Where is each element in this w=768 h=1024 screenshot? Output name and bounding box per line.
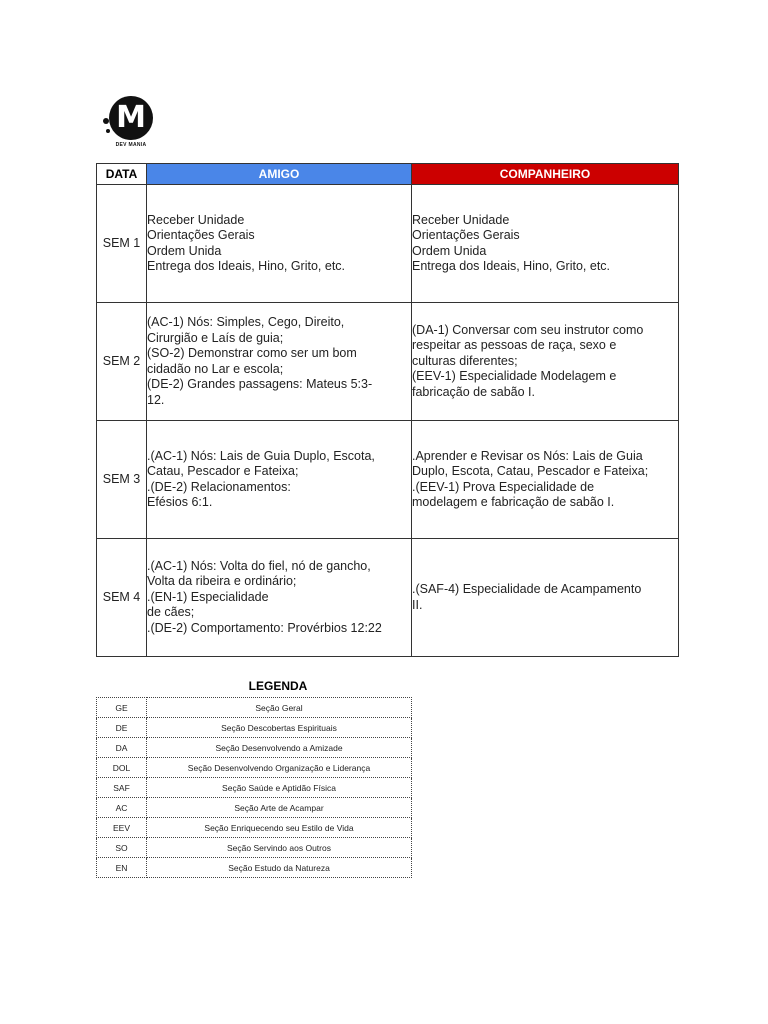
header-companheiro: COMPANHEIRO [412, 164, 679, 185]
activity-line: .(SAF-4) Especialidade de Acampamento [412, 582, 642, 596]
schedule-row [97, 185, 679, 303]
activity-line: Ordem Unida [147, 243, 222, 258]
logo-dot [106, 129, 110, 133]
week-label: SEM 2 [97, 303, 147, 421]
legenda-code: SO [97, 838, 147, 858]
week-label: SEM 4 [97, 539, 147, 657]
legenda-row [97, 818, 412, 838]
schedule-row [97, 539, 679, 657]
activity-line: respeitar as pessoas de raça, sexo e [412, 338, 617, 353]
activity-line: Receber Unidade [147, 212, 245, 227]
companheiro-activities [412, 539, 679, 657]
activity-line: (AC-1) Nós: Simples, Cego, Direito, [147, 315, 345, 329]
schedule-header-row [97, 164, 679, 185]
activity-line: .(DE-2) Comportamento: Provérbios 12:22 [147, 620, 382, 635]
legenda-code: DE [97, 718, 147, 738]
legenda-code: AC [97, 798, 147, 818]
activity-line: (EEV-1) Especialidade Modelagem e [412, 369, 617, 384]
legenda-code: SAF [97, 778, 147, 798]
activity-line: de cães; [147, 605, 195, 620]
legenda-description: Seção Geral [147, 698, 412, 718]
legenda-description: Seção Desenvolvendo Organização e Liderança [147, 758, 412, 778]
legenda-row [97, 778, 412, 798]
amigo-activities [147, 421, 412, 539]
legenda-description: Seção Desenvolvendo a Amizade [147, 738, 412, 758]
legenda-code: EEV [97, 818, 147, 838]
header-data: DATA [97, 164, 147, 185]
activity-line: fabricação de sabão I. [412, 384, 535, 399]
activity-line: Orientações Gerais [412, 228, 520, 242]
legenda-row [97, 718, 412, 738]
week-label: SEM 3 [97, 421, 147, 539]
activity-line: .(AC-1) Nós: Lais de Guia Duplo, Escota, [147, 448, 375, 463]
logo [101, 96, 157, 156]
schedule-row [97, 421, 679, 539]
amigo-activities [147, 303, 412, 421]
legenda-row [97, 798, 412, 818]
activity-line: Entrega dos Ideais, Hino, Grito, etc. [147, 259, 346, 273]
legenda-description: Seção Saúde e Aptidão Física [147, 778, 412, 798]
legenda-row [97, 858, 412, 878]
legenda-description: Seção Descobertas Espirituais [147, 718, 412, 738]
legenda-code: GE [97, 698, 147, 718]
activity-line: (DE-2) Grandes passagens: Mateus 5:3- [147, 377, 373, 391]
logo-mark: M [109, 96, 153, 140]
activity-line: Catau, Pescador e Fateixa; [147, 464, 299, 478]
activity-line: Entrega dos Ideais, Hino, Grito, etc. [412, 259, 611, 273]
activity-line: modelagem e fabricação de sabão I. [412, 495, 615, 509]
activity-line: .(EN-1) Especialidade [147, 589, 269, 604]
legenda-code: DA [97, 738, 147, 758]
legenda-code: DOL [97, 758, 147, 778]
activity-line: .(DE-2) Relacionamentos: [147, 479, 291, 494]
activity-line: Duplo, Escota, Catau, Pescador e Fateixa; [412, 464, 649, 478]
activity-line: Orientações Gerais [147, 228, 255, 242]
companheiro-activities [412, 421, 679, 539]
activity-line: .(AC-1) Nós: Volta do fiel, nó de gancho, [147, 558, 371, 573]
companheiro-activities [412, 185, 679, 303]
legenda-row [97, 758, 412, 778]
activity-line: Receber Unidade [412, 212, 510, 227]
legenda-description: Seção Estudo da Natureza [147, 858, 412, 878]
legenda-row [97, 838, 412, 858]
amigo-activities [147, 185, 412, 303]
week-label: SEM 1 [97, 185, 147, 303]
header-amigo: AMIGO [147, 164, 412, 185]
amigo-activities [147, 539, 412, 657]
legenda-code: EN [97, 858, 147, 878]
legenda-row [97, 698, 412, 718]
legenda-description: Seção Servindo aos Outros [147, 838, 412, 858]
legenda-title: LEGENDA [248, 679, 308, 693]
logo-text: DEV MANIA [115, 142, 147, 148]
activity-line: II. [412, 597, 423, 612]
legenda-description: Seção Enriquecendo seu Estilo de Vida [147, 818, 412, 838]
activity-line: Ordem Unida [412, 243, 487, 258]
activity-line: culturas diferentes; [412, 353, 518, 368]
schedule-row [97, 303, 679, 421]
schedule-table [96, 163, 679, 657]
activity-line: (DA-1) Conversar com seu instrutor como [412, 322, 644, 337]
activity-line: 12. [147, 392, 165, 407]
activity-line: .Aprender e Revisar os Nós: Lais de Guia [412, 448, 643, 463]
legenda-row [97, 738, 412, 758]
legenda-table [96, 697, 412, 878]
activity-line: Efésios 6:1. [147, 495, 213, 509]
activity-line: (SO-2) Demonstrar como ser um bom [147, 346, 357, 360]
activity-line: Volta da ribeira e ordinário; [147, 574, 297, 589]
companheiro-activities [412, 303, 679, 421]
activity-line: cidadão no Lar e escola; [147, 361, 284, 376]
activity-line: Cirurgião e Laís de guia; [147, 330, 284, 345]
legenda-description: Seção Arte de Acampar [147, 798, 412, 818]
activity-line: .(EEV-1) Prova Especialidade de [412, 479, 595, 494]
